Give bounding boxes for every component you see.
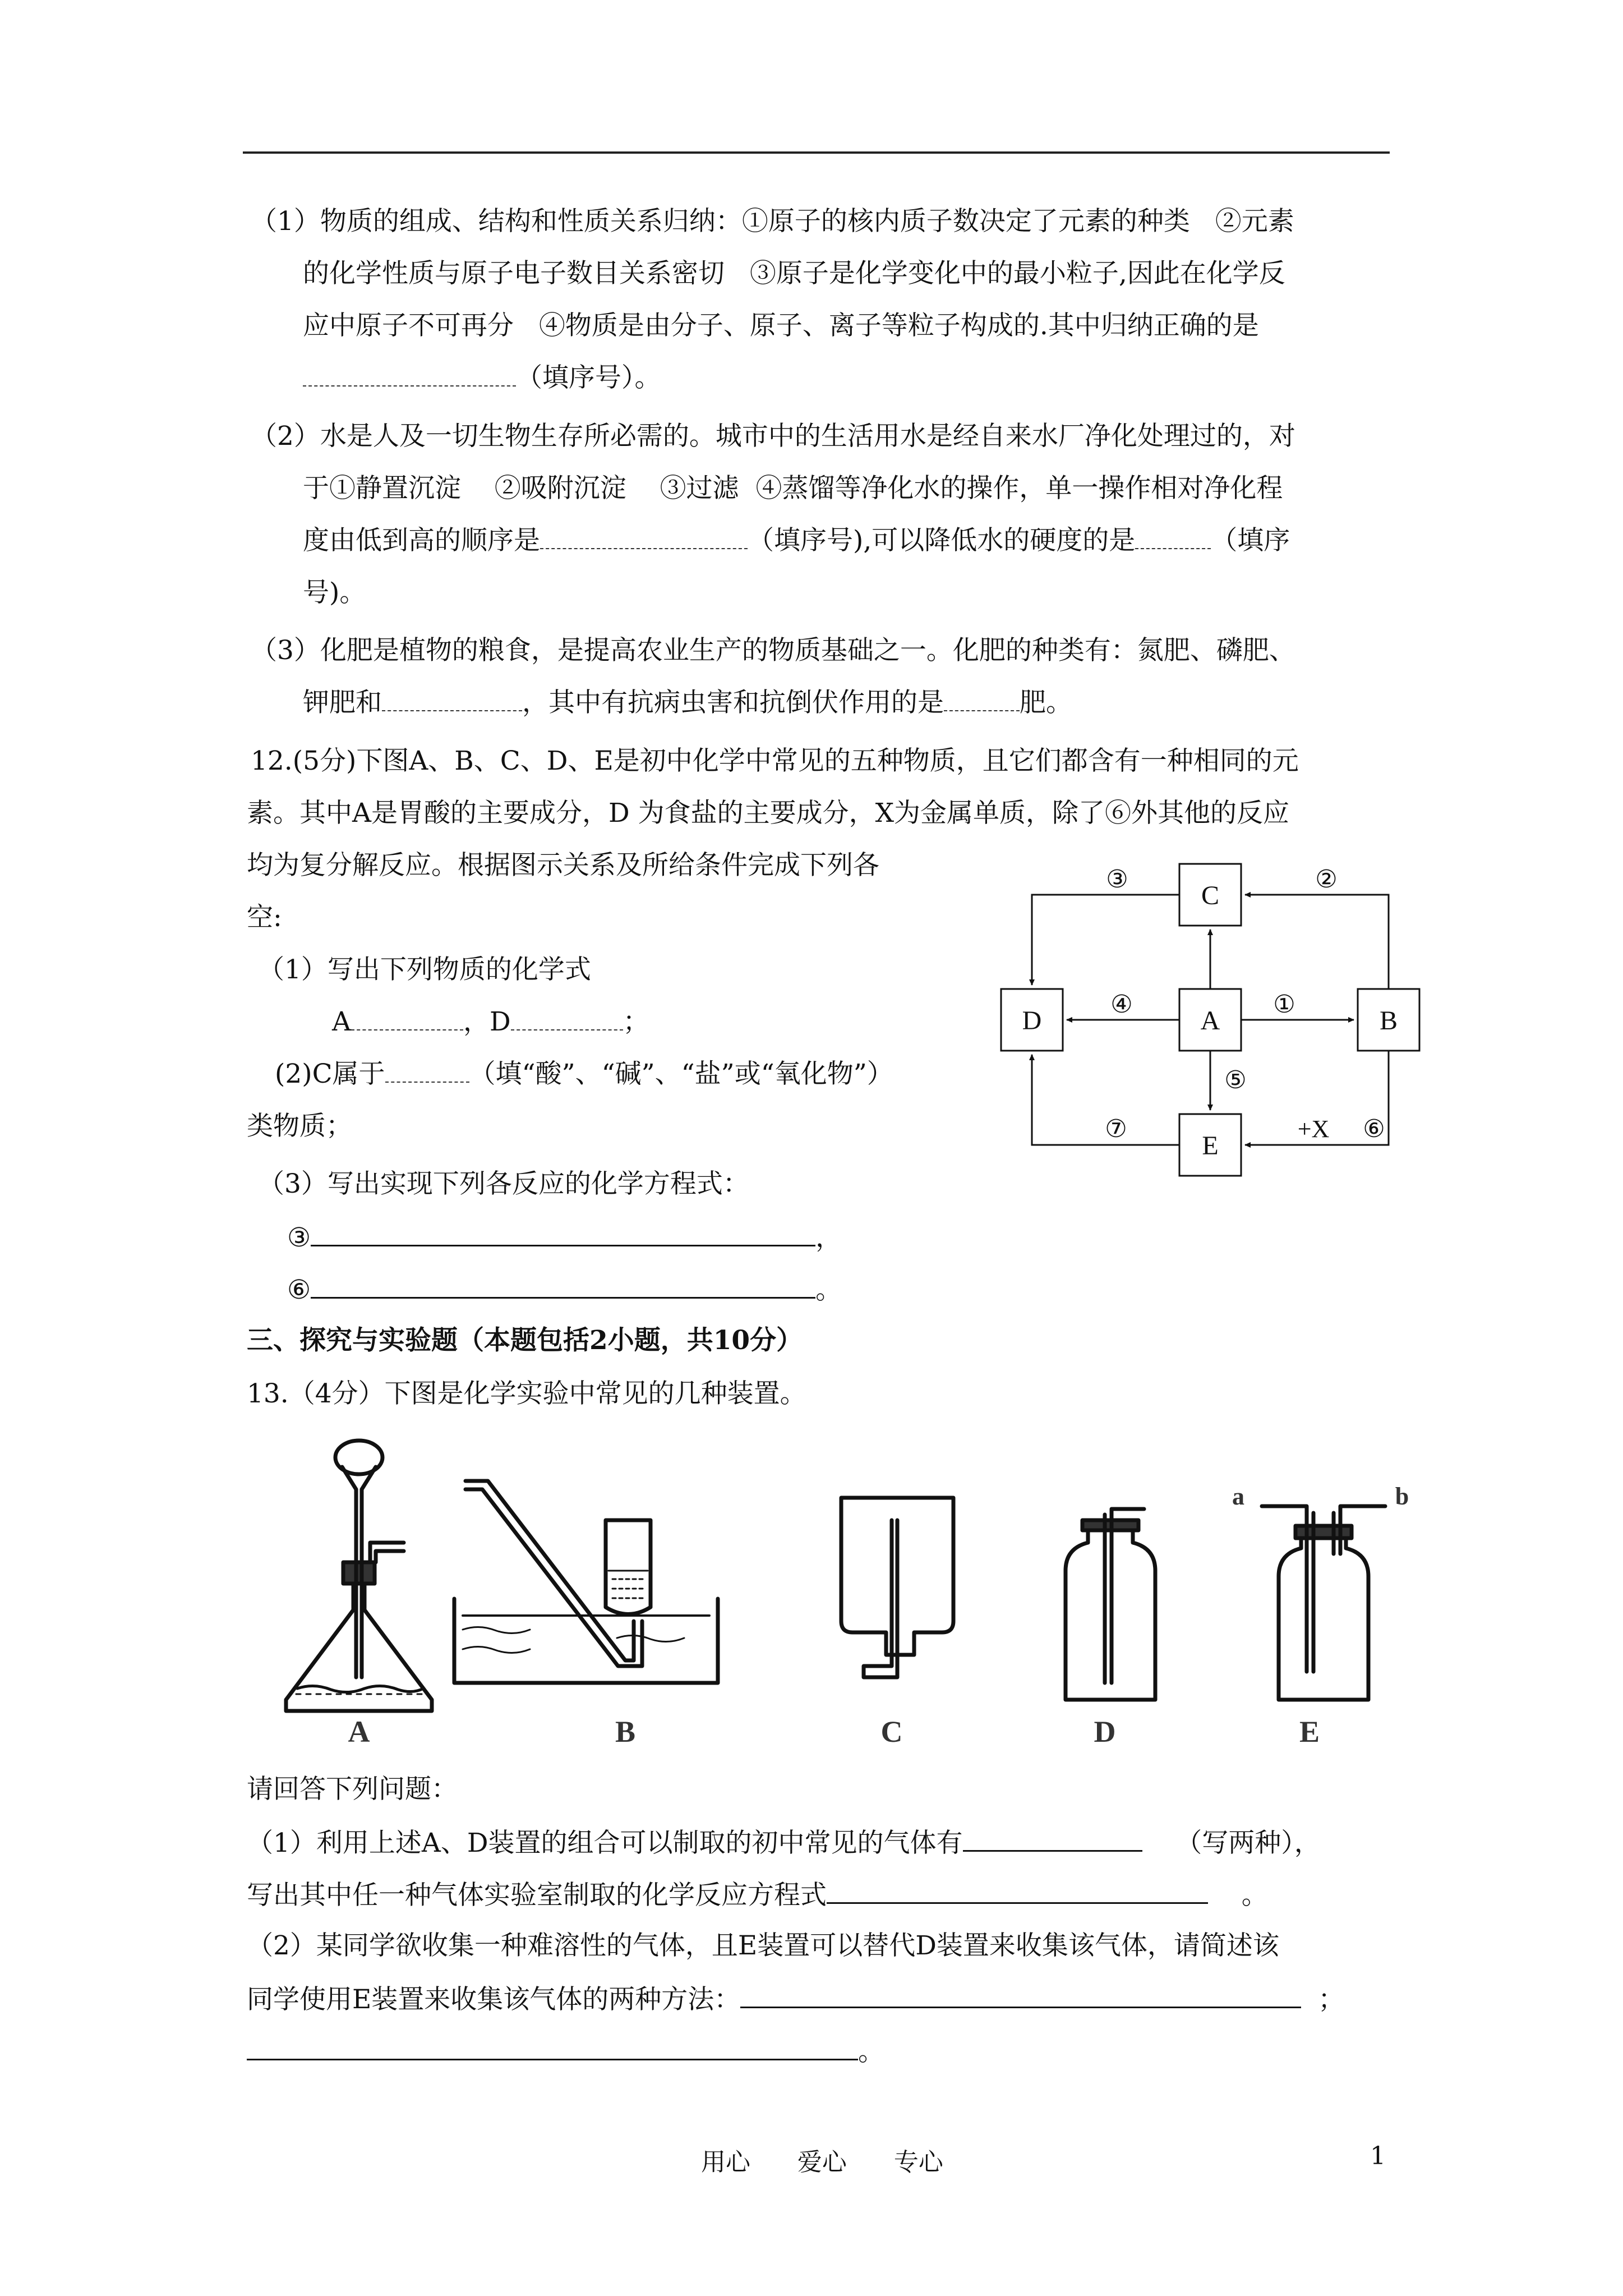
q13-a2-line1: （2）某同学欲收集一种难溶性的气体，且E装置可以替代D装置来收集该气体，请简述该 — [247, 1930, 1279, 1961]
q12-line4: 空: — [247, 902, 282, 933]
q13-intro: 13.（4分）下图是化学实验中常见的几种装置。 — [247, 1378, 806, 1409]
q12-label-d: ，D — [463, 1006, 511, 1037]
q12-sub3: （3）写出实现下列各反应的化学方程式： — [258, 1168, 749, 1199]
q13-a1-line1 — [247, 1822, 1321, 1863]
answer-blank[interactable] — [382, 684, 522, 711]
answer-line[interactable] — [311, 1269, 815, 1299]
q12-line2: 素。其中A是胃酸的主要成分，D 为食盐的主要成分，X为金属单质，除了⑥外其他的反应 — [247, 798, 1290, 829]
q11-p1-line4-text: （填序号）。 — [516, 362, 661, 393]
node-a: A — [1200, 1006, 1220, 1036]
q12-r6-end: 。 — [815, 1274, 842, 1305]
answer-blank[interactable] — [351, 1004, 463, 1030]
q13-a1-text-d: 。 — [1241, 1880, 1268, 1911]
q12-sub2-cont: 类物质； — [247, 1111, 352, 1142]
q11-p2-line3-b: （填序号),可以降低水的硬度的是 — [748, 525, 1136, 556]
q12-sub2-b: （填“酸”、“碱”、“盐”或“氧化物”） — [469, 1059, 893, 1089]
header-rule — [243, 151, 1390, 154]
apparatus-label-tube-b: b — [1395, 1483, 1409, 1510]
apparatus-d — [1066, 1509, 1155, 1700]
apparatus-e — [1262, 1506, 1385, 1700]
q12-sub2 — [275, 1055, 893, 1094]
answer-line[interactable] — [740, 1978, 1301, 2008]
label-r2: ② — [1315, 866, 1338, 893]
q11-p1-line1: （1）物质的组成、结构和性质关系归纳：①原子的核内质子数决定了元素的种类 ②元素 — [251, 206, 1294, 237]
q12-sub3-r3 — [287, 1217, 842, 1258]
apparatus-c — [841, 1498, 953, 1677]
q12-sub2-a: (2)C属于 — [275, 1059, 385, 1089]
answer-line[interactable] — [247, 2031, 858, 2060]
q12-sub1: （1）写出下列物质的化学式 — [258, 954, 591, 985]
q11-p1-line2: 的化学性质与原子电子数目关系密切 ③原子是化学变化中的最小粒子,因此在化学反 — [303, 258, 1285, 289]
q12-r3-end: ， — [815, 1222, 842, 1253]
apparatus-figure — [269, 1436, 1424, 1750]
apparatus-a — [286, 1441, 432, 1711]
answer-blank[interactable] — [511, 1004, 623, 1030]
q13-a2-line3 — [247, 2031, 884, 2072]
label-r5: ⑤ — [1224, 1066, 1247, 1094]
label-r7: ⑦ — [1105, 1115, 1127, 1143]
q11-p3-line1: （3）化肥是植物的粮食，是提高农业生产的物质基础之一。化肥的种类有：氮肥、磷肥、 — [251, 635, 1295, 666]
q12-label-a: A — [332, 1006, 351, 1037]
q11-p1-line3: 应中原子不可再分 ④物质是由分子、原子、离子等粒子构成的.其中归纳正确的是 — [303, 310, 1259, 341]
apparatus-label-b: B — [615, 1715, 636, 1749]
arrow-c-to-d — [1032, 895, 1179, 985]
q13-a1-line2 — [247, 1874, 1268, 1915]
apparatus-b — [454, 1481, 718, 1683]
q11-p2-line3-c: （填序 — [1211, 525, 1290, 556]
apparatus-label-c: C — [880, 1715, 903, 1749]
q11-p2-line3-a: 度由低到高的顺序是 — [303, 525, 540, 556]
node-d: D — [1022, 1006, 1042, 1036]
answer-blank[interactable] — [540, 522, 748, 549]
apparatus-label-e: E — [1299, 1715, 1320, 1749]
q11-p2-line2: 于①静置沉淀 ②吸附沉淀 ③过滤 ④蒸馏等净化水的操作，单一操作相对净化程 — [303, 473, 1283, 504]
q11-p2-line3 — [303, 521, 1290, 560]
q13-prompt: 请回答下列问题： — [247, 1774, 458, 1805]
q12-sub1-end: ； — [623, 1006, 649, 1037]
answer-blank[interactable] — [1135, 522, 1211, 549]
q11-p2-line4: 号)。 — [303, 577, 366, 608]
reaction-diagram — [987, 853, 1436, 1189]
footer-text: 用心 爱心 专心 — [701, 2148, 943, 2177]
q13-a1-text-c: 写出其中任一种气体实验室制取的化学反应方程式 — [247, 1880, 827, 1911]
q11-p3-line2-b: ，其中有抗病虫害和抗倒伏作用的是 — [522, 687, 944, 718]
apparatus-label-tube-a: a — [1232, 1483, 1244, 1510]
q13-a2-text-c: ； — [1318, 1984, 1345, 2015]
apparatus-label-d: D — [1094, 1715, 1116, 1749]
q12-line3: 均为复分解反应。根据图示关系及所给条件完成下列各 — [247, 850, 879, 881]
node-c: C — [1201, 881, 1220, 910]
label-r4: ④ — [1110, 991, 1133, 1018]
q13-a2-text-b: 同学使用E装置来收集该气体的两种方法： — [247, 1984, 741, 2015]
page-number: 1 — [1370, 2142, 1386, 2170]
q13-a1-text: （1）利用上述A、D装置的组合可以制取的初中常见的气体有 — [247, 1828, 963, 1858]
answer-blank[interactable] — [944, 684, 1020, 711]
arrow-b-to-c — [1245, 895, 1389, 989]
q11-p3-line2-c: 肥。 — [1020, 687, 1072, 718]
q11-p2-line1: （2）水是人及一切生物生存所必需的。城市中的生活用水是经自来水厂净化处理过的，对 — [251, 421, 1295, 452]
label-r6: ⑥ — [1363, 1115, 1385, 1143]
node-b: B — [1379, 1006, 1398, 1036]
answer-line[interactable] — [311, 1217, 815, 1246]
q13-a2-text-d: 。 — [858, 2036, 884, 2067]
q11-p1-line4 — [303, 358, 661, 398]
q13-a2-line2 — [247, 1978, 1344, 2019]
q12-r6-label: ⑥ — [287, 1274, 311, 1305]
q11-p3-line2-a: 钾肥和 — [303, 687, 382, 718]
label-r1: ① — [1273, 991, 1295, 1018]
answer-blank[interactable] — [303, 360, 516, 386]
answer-line[interactable] — [963, 1822, 1142, 1852]
answer-line[interactable] — [827, 1874, 1208, 1904]
q11-p3-line2 — [303, 683, 1072, 723]
q12-r3-label: ③ — [287, 1222, 311, 1253]
answer-blank[interactable] — [385, 1056, 469, 1083]
q13-a1-text-b: （写两种）， — [1175, 1828, 1321, 1858]
label-plus-x: +X — [1297, 1115, 1330, 1143]
node-e: E — [1202, 1131, 1219, 1161]
q12-sub3-r6 — [287, 1269, 842, 1310]
label-r3: ③ — [1106, 866, 1128, 893]
q12-line1: 12.(5分)下图A、B、C、D、E是初中化学中常见的五种物质，且它们都含有一种相同的元 — [251, 746, 1299, 776]
q12-sub1-answers — [332, 1002, 649, 1042]
section3-heading: 三、探究与实验题（本题包括2小题，共10分） — [247, 1325, 803, 1356]
apparatus-label-a: A — [348, 1715, 370, 1749]
